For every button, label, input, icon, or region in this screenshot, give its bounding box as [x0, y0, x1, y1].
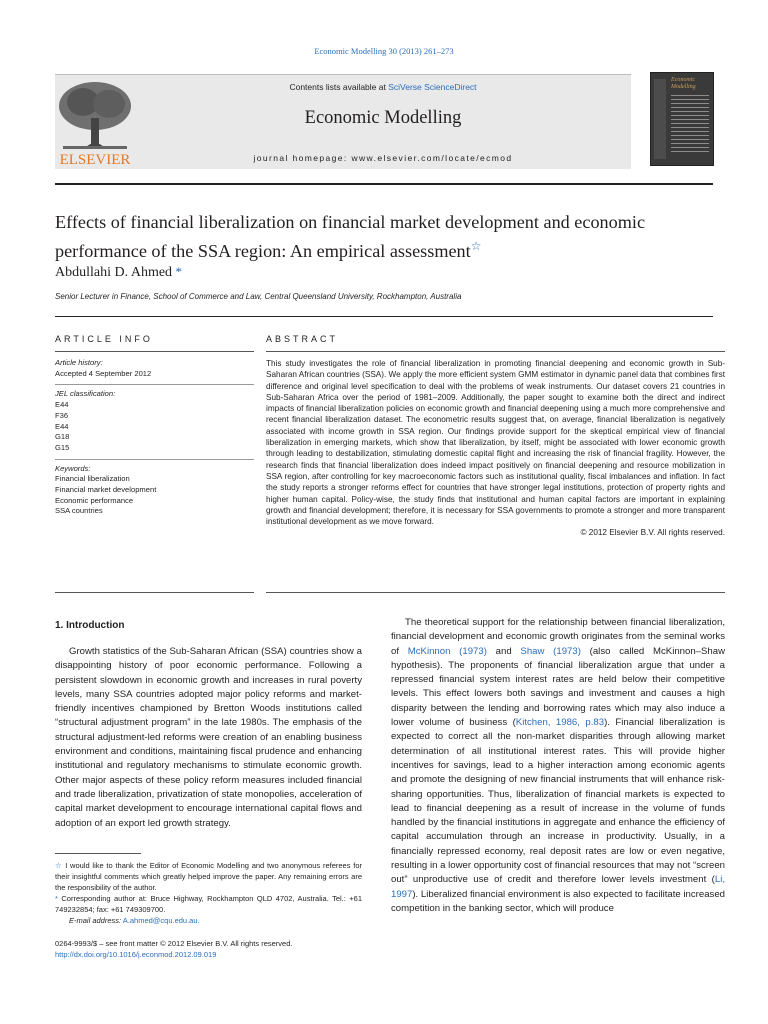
cover-title: Economic Modelling [671, 77, 696, 90]
cover-contents [671, 95, 709, 155]
citation-link-shaw[interactable]: Shaw (1973) [520, 645, 581, 657]
citation-link-mckinnon[interactable]: McKinnon (1973) [407, 645, 487, 657]
keywords [55, 464, 254, 518]
abstract-bottom-rule [266, 592, 725, 593]
abstract-copyright: © 2012 Elsevier B.V. All rights reserved. [580, 528, 725, 538]
footnote-acknowledgement [55, 860, 362, 893]
body-paragraph-right-column [391, 616, 725, 916]
keyword: Economic performance [55, 495, 134, 505]
title-footnote-marker[interactable]: ☆ [470, 239, 482, 253]
jel-code: G15 [55, 442, 70, 452]
history-value: Accepted 4 September 2012 [55, 368, 152, 378]
abstract-text: This study investigates the role of financial liberalization in promoting financial deepening and economic growth in Sub-Saharan African countries (SSA). We apply the more efficient system GMM estimator in dynamic panel data that combines first difference and original level specification to deal with the problems of weak instruments. Our dataset covers 21 countries in Sub-Saharan Africa over the period of 1981–2009. Additionally, the paper sought to examine both the direct and indirect impacts of financial liberalization policies on economic growth and financial deepening using a much more comprehensive and recent financial liberalization dataset. The econometric results suggest that, on average, financial liberalization is negatively associated with income growth in SSA region. Our findings provide support for the skeptical empirical view of financial liberalization in emerging markets, which show that liberalization, by itself, might be associated with lower economic growth through leading to destabilization, stimulating domestic capital flight and increasing the risk of financial fragility. However, the research finds that financial liberalization does indeed impact positively on financial deepening and resource mobilization in SSA region, after controlling for key macroeconomic factors such as institutional quality, fiscal imbalances and inflation. In fact the study reports a stronger reforms effect for countries that have stronger legal institutions, protection of property rights and higher human capital. Policy-wise, the study finds that institutional and human capital factors are important in explaining growth and financial development; therefore, it is necessary for SSA governments to promote a stronger and more transparent institutional development as we move forward. [266, 359, 725, 527]
footnote-email [55, 915, 362, 926]
author-name: Abdullahi D. Ahmed [55, 265, 173, 280]
jel-code: E44 [55, 421, 69, 431]
article-info-heading: ARTICLE INFO [55, 334, 153, 344]
contents-line [140, 82, 626, 92]
intro-paragraph: Growth statistics of the Sub-Saharan African (SSA) countries show a disappointing history of poor economic performance. Following a persistent slowdown in economic growth and increases in rural poverty levels, many SSA countries adopted major policy reforms and market-friendly incentives championed by Bretton Woods institutions called “structural adjustment program” in the late 1980s. The emphasis of the structural adjustment-led reforms were creation of an enabling business environment and conditions, maintaining fiscal prudence and enhancing institutional and regulatory mechanisms to stimulate economic growth. Other major aspects of these policy reform measures included financial and trade liberalization, privatization of state monopolies, acceleration of capital market development to encourage international capital flows and adoption of an export led growth strategy. [55, 646, 362, 829]
email-link[interactable]: A.ahmed@cqu.edu.au. [122, 916, 200, 925]
abstract-heading: ABSTRACT [266, 334, 339, 344]
publisher-wordmark: ELSEVIER [59, 152, 131, 168]
citation-link-kitchen[interactable]: Kitchen, 1986, p.83 [515, 717, 605, 729]
journal-title: Economic Modelling [304, 108, 462, 128]
article-info-rule [55, 351, 254, 352]
body-text-segment: and [486, 645, 521, 657]
author-affiliation: Senior Lecturer in Finance, School of Commerce and Law, Central Queensland University, Rockhampton, Australia [55, 292, 462, 301]
history-label: Article history: [55, 358, 103, 367]
jel-code: F36 [55, 410, 69, 420]
citation-link-li[interactable]: Li, 1997 [391, 874, 725, 900]
front-matter [55, 938, 395, 960]
section-heading-introduction: 1. Introduction [55, 620, 125, 631]
body-text-segment: ). Financial liberalization is expected to correct all the non-market disparities through allowing market determination of all institutional interest rates. This will provide higher incentives for savings, lead to a higher interaction among economic agents and promote the designing of new financial instruments that will enhance risk-sharing opportunities. Thus, liberalization of financial markets is expected to lead to financial deepening as a result of increase in the volume of funds handled by the financial institutions in aggregate and enhance the efficiency of capital accumulation through an increase in productivity. Usually, in a financially repressed economy, real deposit rates are low or even negative, resulting in a lower opportunity cost of financial resources that may not “screen out” unproductive use of credit and therefore lower levels investment ( [391, 717, 725, 886]
footnote-marker: ☆ [55, 861, 63, 870]
footnote-rule [55, 853, 141, 854]
footnote-text: I would like to thank the Editor of Economic Modelling and two anonymous referees for their insightful comments which greatly helped improve the paper. Any remaining errors are the responsibility of the author. [55, 861, 362, 892]
footnotes [55, 860, 362, 926]
jel-label: JEL classification: [55, 389, 116, 399]
info-separator [55, 459, 254, 460]
header-divider [55, 183, 713, 185]
journal-cover-thumbnail [650, 72, 714, 166]
keyword: Financial market development [55, 485, 157, 495]
elsevier-logo [55, 78, 135, 168]
footnote-text: Corresponding author at: Bruce Highway, Rockhampton QLD 4702, Australia. Tel.: +61 749232854; fax: +61 749309700. [55, 894, 362, 914]
elsevier-tree-icon [55, 78, 135, 168]
email-label: E-mail address: [69, 916, 122, 925]
body-text-segment: (also called McKinnon–Shaw hypothesis). The proponents of financial liberalization argue that under a repressed financial system interest rates are held below their competitive levels. This effect lowers both savings and investment and causes a high disparity between the lending and borrowing rates which may also induce a lower volume of business ( [391, 645, 726, 729]
contents-prefix: Contents lists available at [289, 82, 389, 92]
body-text-segment: ). Liberalized financial environment is also expected to facilitate increased competition in the banking sector, which will produce [391, 888, 725, 914]
keywords-label: Keywords: [55, 463, 91, 473]
keyword: Financial liberalization [55, 474, 130, 484]
jel-code: G18 [55, 432, 70, 442]
title-divider [55, 316, 713, 317]
journal-reference[interactable]: Economic Modelling 30 (2013) 261–273 [314, 46, 454, 56]
footnote-marker: * [55, 894, 58, 903]
article-title [55, 210, 725, 263]
issn-line: 0264-9993/$ – see front matter © 2012 Elsevier B.V. All rights reserved. [55, 939, 293, 948]
article-info-bottom-rule [55, 592, 254, 593]
article-history [55, 358, 254, 379]
jel-code: E44 [55, 400, 69, 410]
footnote-corresponding-author [55, 893, 362, 915]
journal-homepage[interactable]: journal homepage: www.elsevier.com/locate/ecmod [253, 153, 513, 163]
doi-link[interactable]: http://dx.doi.org/10.1016/j.econmod.2012.09.019 [55, 950, 217, 959]
abstract-rule [266, 351, 725, 352]
abstract-body [266, 358, 725, 539]
keyword: SSA countries [55, 506, 103, 516]
jel-classification [55, 389, 254, 453]
info-separator [55, 384, 254, 385]
sciencedirect-link[interactable]: SciVerse ScienceDirect [388, 82, 477, 92]
author-footnote-marker[interactable]: * [175, 264, 183, 279]
author-line [55, 264, 182, 281]
article-info-panel [55, 358, 254, 517]
cover-stripe [654, 79, 666, 159]
body-text-segment: The theoretical support for the relationship between financial liberalization, financial development and economic growth originates from the seminal works of [391, 617, 725, 657]
article-title-text: Effects of financial liberalization on financial market development and economic performance of the SSA region: An empirical assessment [55, 212, 646, 262]
